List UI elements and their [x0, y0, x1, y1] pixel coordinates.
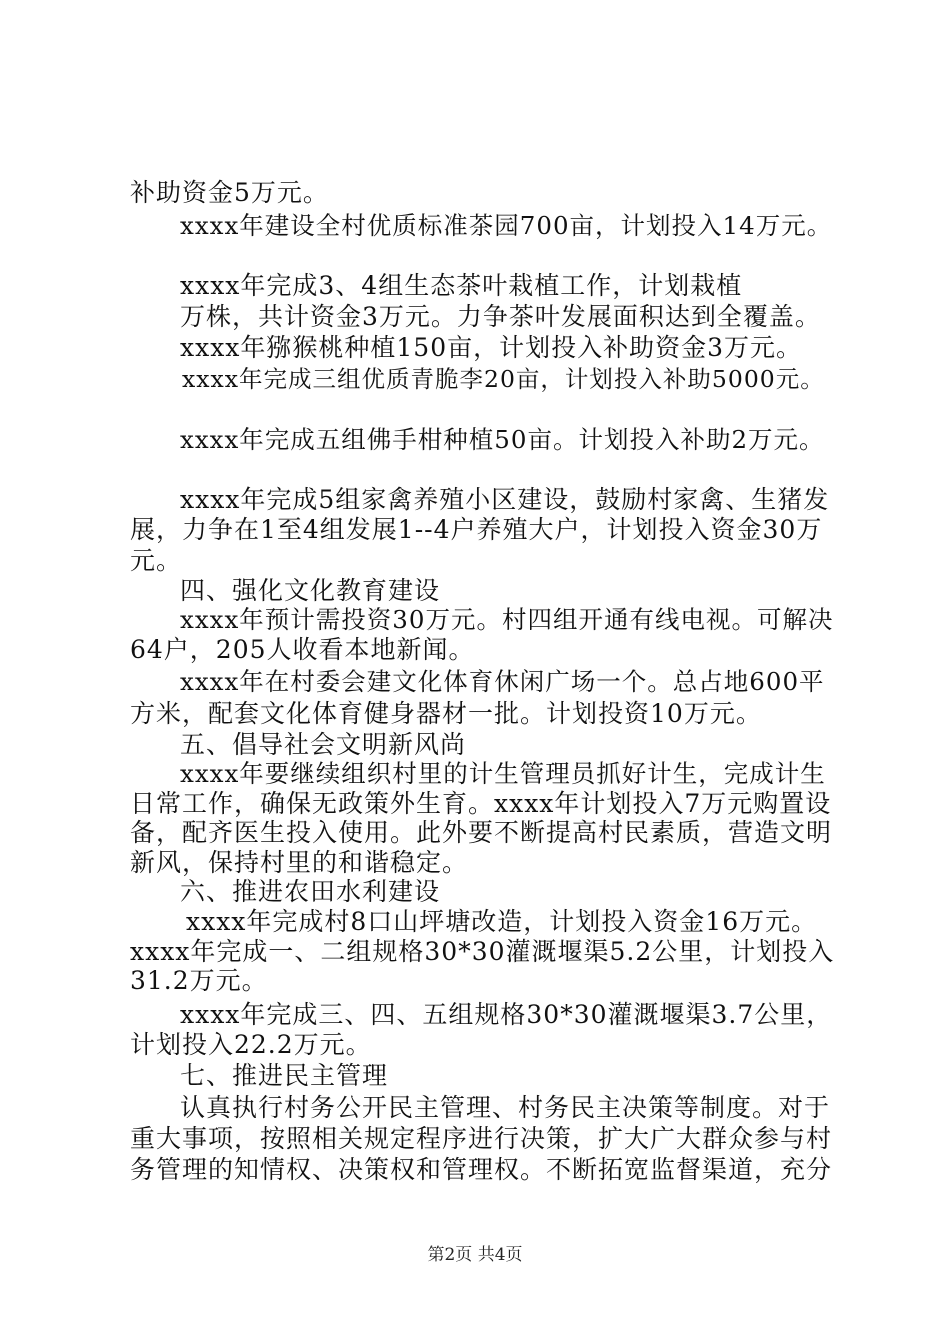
text-line: xxxx年猕猴桃种植150亩，计划投入补助资金3万元。: [180, 333, 803, 362]
section-heading: 五、倡导社会文明新风尚: [180, 730, 467, 759]
section-heading: 七、推进民主管理: [180, 1061, 389, 1090]
text-line: 64户，205人收看本地新闻。: [130, 635, 475, 664]
text-line: xxxx年预计需投资30万元。村四组开通有线电视。可解决: [180, 605, 834, 634]
text-line: xxxx年完成3、4组生态茶叶栽植工作，计划栽植: [180, 271, 743, 300]
text-line: 展，力争在1至4组发展1--4户养殖大户，计划投入资金30万: [130, 515, 823, 544]
text-line: xxxx年在村委会建文化体育休闲广场一个。总占地600平: [180, 667, 825, 696]
text-line: 计划投入22.2万元。: [130, 1030, 372, 1059]
text-line: xxxx年完成5组家禽养殖小区建设，鼓励村家禽、生猪发: [180, 485, 830, 514]
text-line: 新风，保持村里的和谐稳定。: [130, 848, 469, 877]
text-line: 万株，共计资金3万元。力争茶叶发展面积达到全覆盖。: [180, 302, 821, 331]
text-line: xxxx年要继续组织村里的计生管理员抓好计生，完成计生: [180, 759, 826, 788]
page-footer: 第2页 共4页: [427, 1245, 523, 1265]
text-line: 补助资金5万元。: [130, 178, 329, 207]
section-heading: 六、推进农田水利建设: [180, 877, 441, 906]
text-line: xxxx年完成三组优质青脆李20亩，计划投入补助5000元。: [182, 365, 825, 393]
text-line: 31.2万元。: [130, 966, 268, 995]
text-line: xxxx年完成村8口山坪塘改造，计划投入资金16万元。: [186, 907, 818, 936]
text-line: xxxx年完成一、二组规格30*30灌溉堰渠5.2公里，计划投入: [130, 937, 835, 966]
text-line: 重大事项，按照相关规定程序进行决策，扩大广大群众参与村: [130, 1124, 833, 1153]
text-line: xxxx年完成三、四、五组规格30*30灌溉堰渠3.7公里，: [180, 1000, 833, 1029]
text-line: 备，配齐医生投入使用。此外要不断提高村民素质，营造文明: [130, 818, 833, 847]
text-line: xxxx年建设全村优质标准茶园700亩，计划投入14万元。: [180, 211, 833, 240]
text-line: 务管理的知情权、决策权和管理权。不断拓宽监督渠道，充分: [130, 1155, 833, 1184]
text-line: 方米，配套文化体育健身器材一批。计划投资10万元。: [130, 699, 762, 728]
text-line: xxxx年完成五组佛手柑种植50亩。计划投入补助2万元。: [180, 425, 825, 454]
text-line: 认真执行村务公开民主管理、村务民主决策等制度。对于: [180, 1093, 831, 1122]
text-line: 元。: [130, 546, 183, 575]
section-heading: 四、强化文化教育建设: [180, 576, 441, 605]
text-line: 日常工作，确保无政策外生育。xxxx年计划投入7万元购置设: [130, 789, 832, 818]
